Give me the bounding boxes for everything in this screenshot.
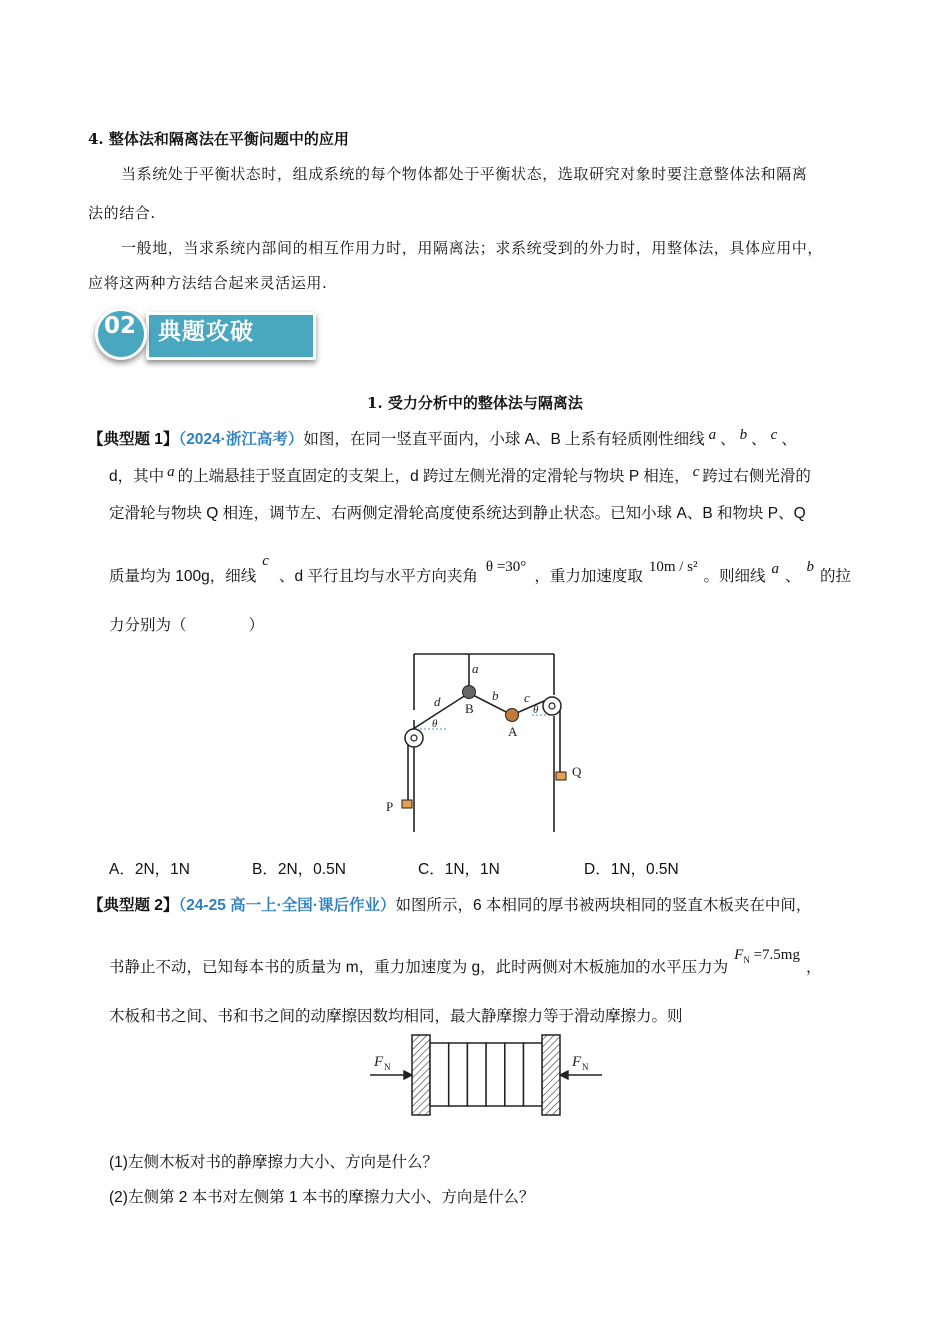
sub-question-1: (1)左侧木板对书的静摩擦力大小、方向是什么？ (109, 1154, 438, 1171)
separator: 、 (781, 431, 797, 448)
label-q: Q (572, 764, 582, 779)
block-p (402, 800, 412, 808)
question-tag: 【典型题 1】 (88, 431, 179, 448)
banner-number: 02 (103, 313, 136, 339)
force-label-left: F (374, 1054, 384, 1070)
var-a: a (771, 561, 780, 577)
theta-expression: θ =30° (485, 559, 527, 575)
label-p: P (386, 799, 394, 814)
question-text: ，重力加速度取 (534, 568, 643, 585)
label-a: a (472, 661, 479, 676)
label-ball-b: B (465, 701, 474, 716)
question-text: d，其中 (109, 468, 165, 485)
label-ball-a: A (508, 724, 518, 739)
question-1-line-3: 定滑轮与物块 Q 相连，调节左、右两侧定滑轮高度使系统达到静止状态。已知小球 A、B 和物块 P、Q (109, 505, 806, 522)
var-c: c (770, 427, 778, 443)
question-text: 质量均为 100g，细线 (109, 568, 257, 585)
force-value: =7.5mg (753, 947, 800, 963)
separator: 、 (785, 568, 801, 585)
var-c: c (262, 553, 269, 569)
question-source: （24-25 高一上·全国·课后作业） (178, 897, 396, 914)
force-sub-right: N (582, 1062, 589, 1072)
separator: ， (805, 959, 822, 976)
question-1-line-5: 力分别为（ ） (109, 617, 265, 634)
option-a[interactable]: A．2N，1N (109, 861, 190, 878)
var-a: a (708, 427, 717, 443)
normal-force-expression (734, 947, 800, 963)
question-2-line-3: 木板和书之间、书和书之间的动摩擦因数均相同，最大静摩擦力等于滑动摩擦力。则 (109, 1008, 683, 1025)
subsection-title: 1. 受力分析中的整体法与隔离法 (367, 394, 583, 412)
question-text: 的上端悬挂于竖直固定的支架上，d 跨过左侧光滑的定滑轮与物块 P 相连， (177, 468, 690, 485)
option-d[interactable]: D．1N，0.5N (584, 861, 679, 878)
label-b: b (492, 688, 499, 703)
separator: 、 (751, 431, 767, 448)
question-text: 。则细线 (703, 568, 766, 585)
question-2-line-2 (109, 947, 822, 978)
question-1-line-2 (109, 464, 811, 486)
option-b[interactable]: B．2N，0.5N (252, 861, 346, 878)
var-b: b (806, 559, 815, 575)
right-board (542, 1035, 560, 1115)
label-theta-right: θ (533, 704, 539, 716)
force-symbol: F (734, 947, 744, 963)
books-diagram (368, 1030, 608, 1120)
question-text: 的拉 (820, 568, 852, 585)
section-heading: 4. 整体法和隔离法在平衡问题中的应用 (88, 130, 349, 148)
question-source: （2024·浙江高考） (178, 431, 304, 448)
var-b: b (739, 427, 748, 443)
banner-title: 典题攻破 (158, 319, 254, 345)
pulley-diagram (380, 650, 600, 840)
separator: 、 (720, 431, 736, 448)
ball-b (463, 686, 476, 699)
paragraph-line: 一般地，当求系统内部间的相互作用力时，用隔离法；求系统受到的外力时，用整体法，具体应用中， (121, 239, 824, 257)
gravity-expression: 10m / s² (648, 559, 698, 575)
force-label-right: F (572, 1054, 582, 1070)
question-1-line-4 (109, 553, 852, 586)
var-a: a (167, 464, 175, 480)
paragraph-line: 应将这两种方法结合起来灵活运用. (88, 274, 328, 292)
label-theta-left: θ (432, 718, 438, 730)
question-2-line-1 (88, 893, 811, 915)
question-text: 如图所示，6 本相同的厚书被两块相同的竖直木板夹在中间， (395, 897, 812, 914)
question-tag: 【典型题 2】 (88, 897, 179, 914)
books (430, 1043, 542, 1106)
label-d: d (434, 694, 441, 709)
label-c: c (524, 690, 530, 705)
sub-question-2: (2)左侧第 2 本书对左侧第 1 本书的摩擦力大小、方向是什么？ (109, 1189, 535, 1206)
ball-a (506, 709, 519, 722)
question-1-line-1 (88, 427, 797, 449)
question-text: 、d 平行且均与水平方向夹角 (278, 568, 478, 585)
option-c[interactable]: C．1N，1N (418, 861, 500, 878)
var-c: c (692, 464, 700, 480)
question-text: 跨过右侧光滑的 (702, 468, 811, 485)
force-sub-left: N (384, 1062, 391, 1072)
paragraph-line: 当系统处于平衡状态时，组成系统的每个物体都处于平衡状态，选取研究对象时要注意整体法和隔离 (121, 165, 808, 183)
question-text: 书静止不动，已知每本书的质量为 m，重力加速度为 g，此时两侧对木板施加的水平压力为 (109, 959, 729, 976)
paragraph-line: 法的结合. (88, 204, 156, 222)
question-text: 如图，在同一竖直平面内，小球 A、B 上系有轻质刚性细线 (303, 431, 705, 448)
left-board (412, 1035, 430, 1115)
force-subscript: N (743, 955, 750, 965)
block-q (556, 772, 566, 780)
